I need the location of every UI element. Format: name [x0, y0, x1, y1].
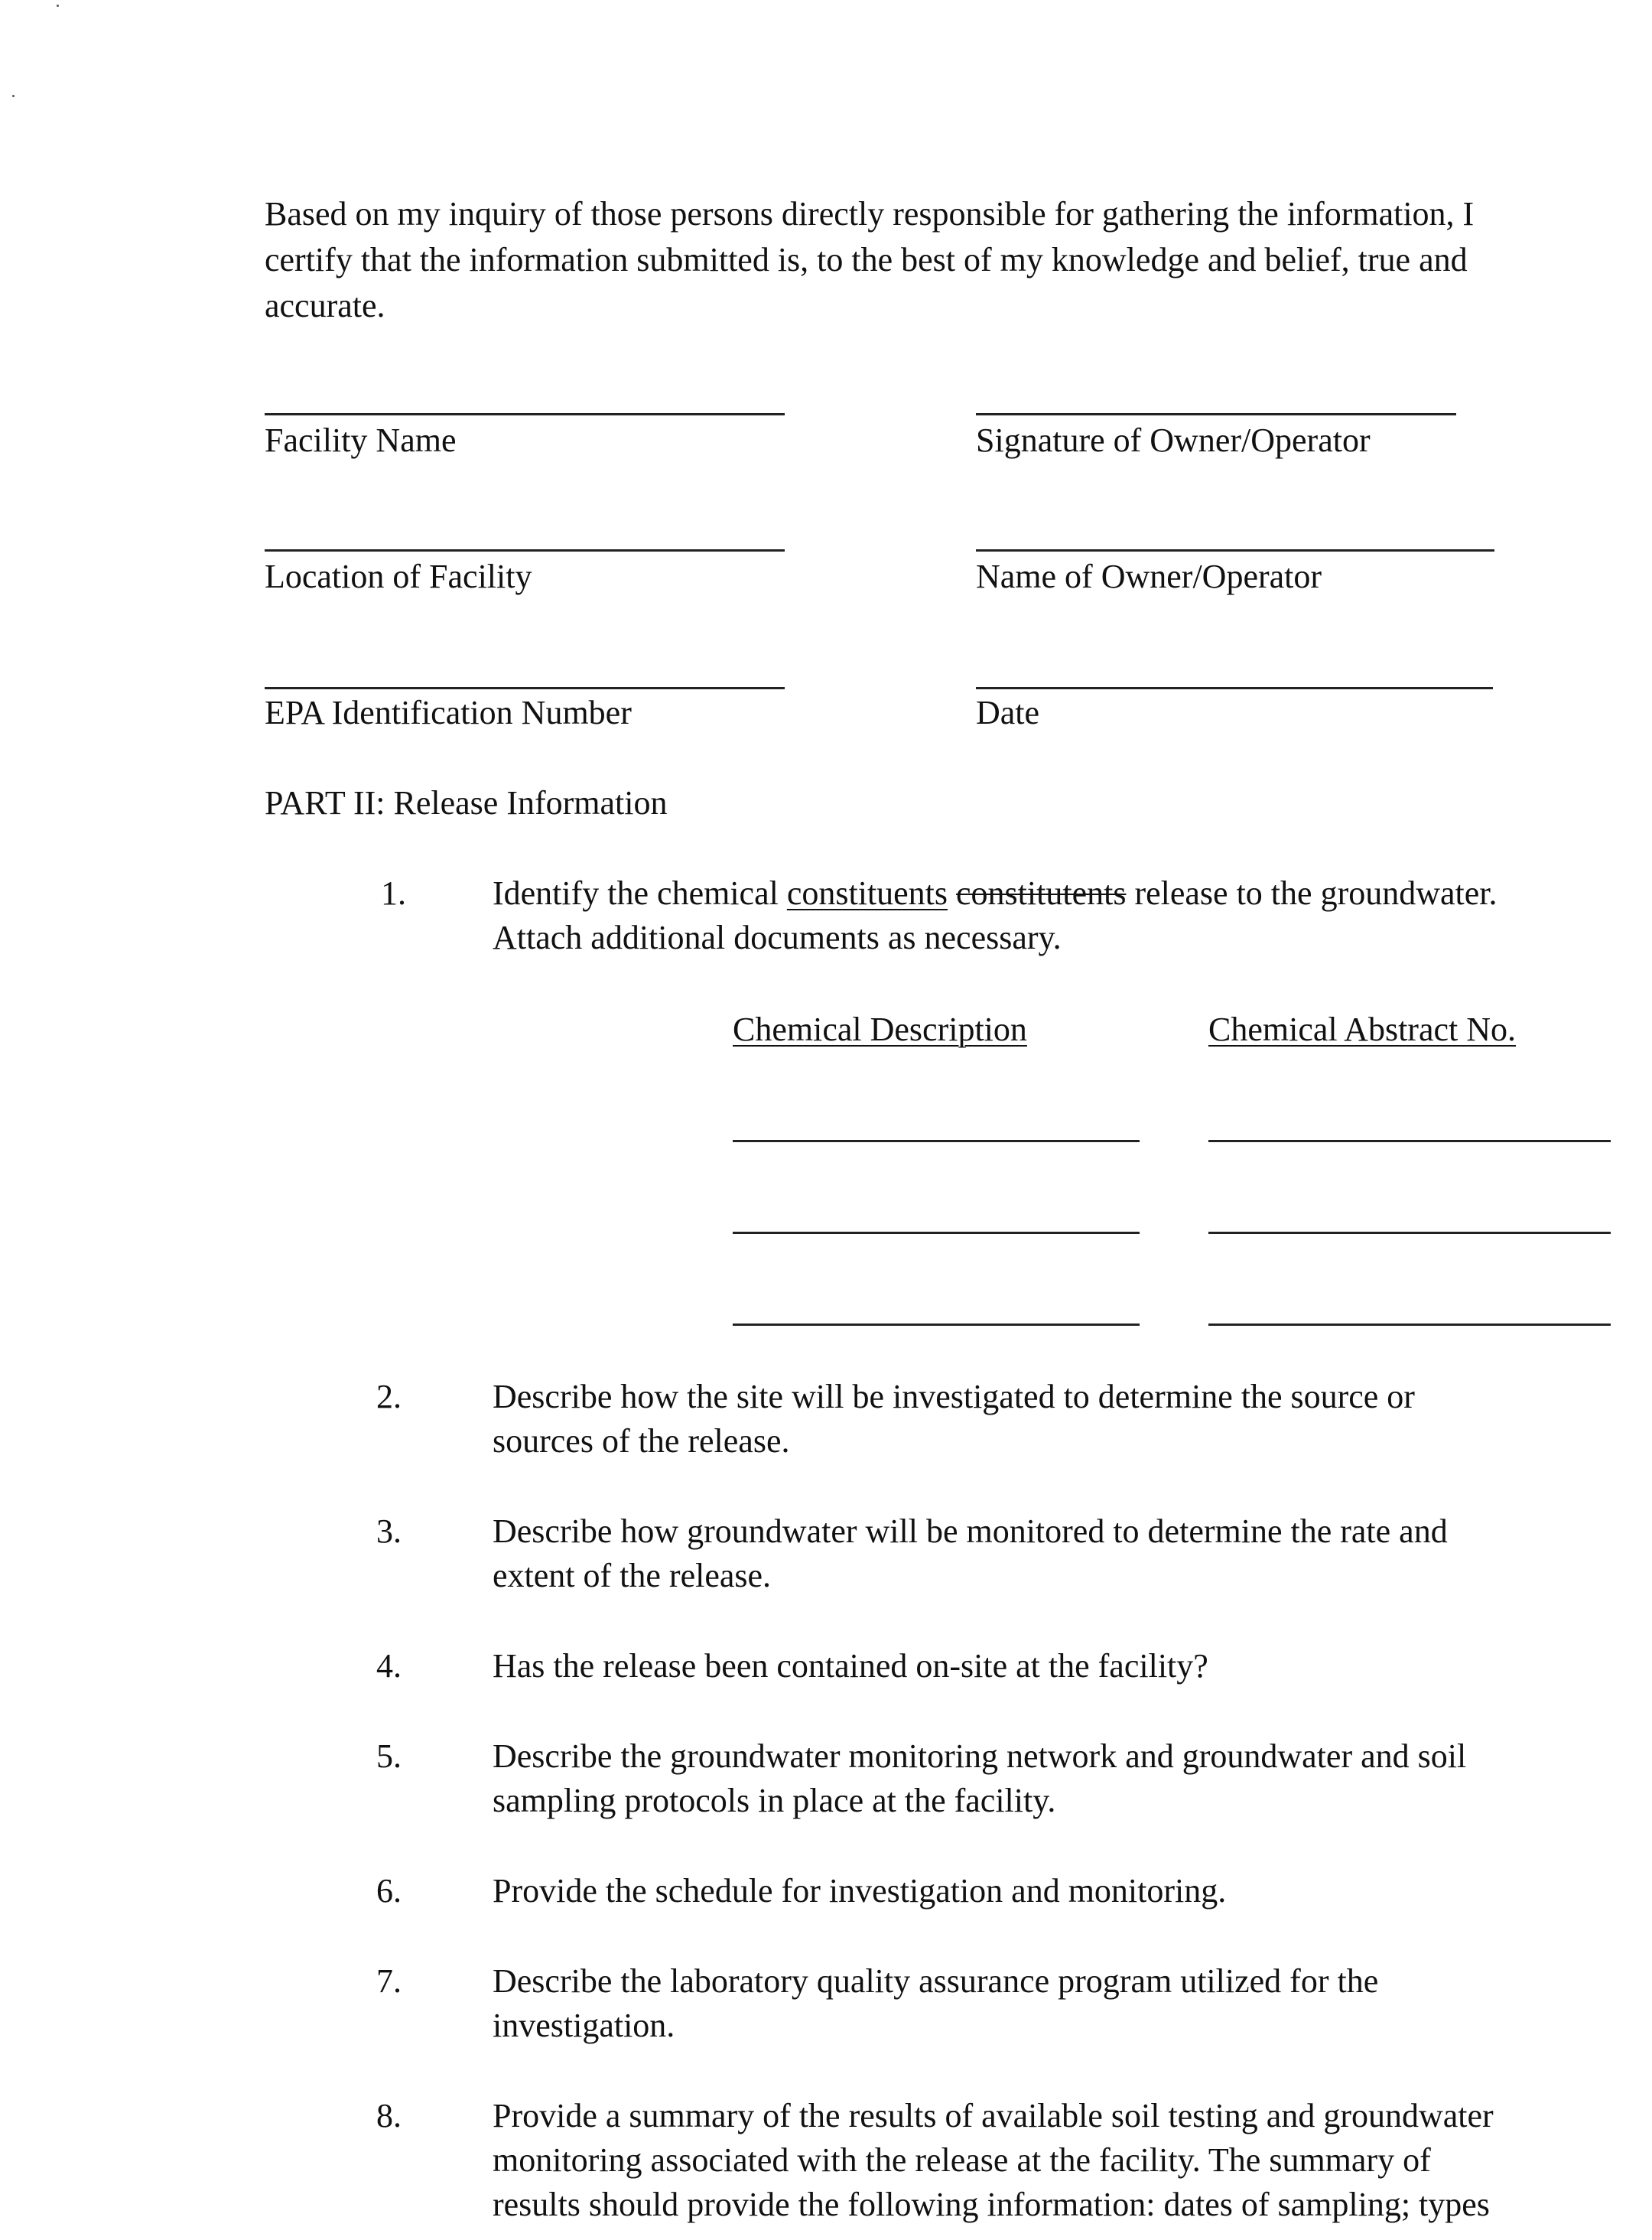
date-label: Date [976, 694, 1040, 731]
part-2-heading: PART II: Release Information [265, 784, 668, 822]
item-number: 7. [376, 1962, 402, 2000]
chemical-description-header: Chemical Description [733, 1011, 1027, 1048]
item-7-line-1: Describe the laboratory quality assurance program utilized for the [493, 1962, 1379, 2000]
epa-id-label: EPA Identification Number [265, 694, 632, 731]
chemical-abstract-entry-line[interactable] [1208, 1232, 1611, 1234]
epa-id-line[interactable] [265, 687, 785, 689]
item-2-line-2: sources of the release. [493, 1422, 790, 1460]
item-number: 6. [376, 1872, 402, 1910]
item-number: 2. [376, 1378, 402, 1415]
date-line[interactable] [976, 687, 1493, 689]
struck-text: constitutents [956, 874, 1127, 912]
chemical-abstract-entry-line[interactable] [1208, 1323, 1611, 1326]
item-number: 5. [376, 1737, 402, 1775]
item-5-line-1: Describe the groundwater monitoring network and groundwater and soil [493, 1737, 1467, 1775]
item-1-line-1 [493, 871, 1498, 917]
certification-line-1: Based on my inquiry of those persons directly responsible for gathering the information, I [265, 195, 1475, 233]
chemical-description-entry-line[interactable] [733, 1140, 1140, 1142]
item-7-line-2: investigation. [493, 2007, 675, 2044]
facility-name-line[interactable] [265, 413, 785, 415]
item-3-line-2: extent of the release. [493, 1557, 772, 1594]
chemical-description-entry-line[interactable] [733, 1232, 1140, 1234]
item-8-line-2: monitoring associated with the release at the facility. The summary of [493, 2141, 1431, 2179]
item-number: 1. [381, 874, 406, 912]
certification-line-3: accurate. [265, 287, 385, 324]
scan-speck [57, 5, 59, 7]
item-1-prefix: Identify the chemical [493, 874, 787, 912]
scan-speck [12, 95, 15, 97]
certification-line-2: certify that the information submitted is, to the best of my knowledge and belief, true and [265, 241, 1468, 278]
chemical-abstract-entry-line[interactable] [1208, 1140, 1611, 1142]
item-6-line-1: Provide the schedule for investigation and monitoring. [493, 1872, 1227, 1910]
item-5-line-2: sampling protocols in place at the facility. [493, 1782, 1056, 1819]
item-number: 8. [376, 2097, 402, 2134]
chemical-abstract-header: Chemical Abstract No. [1208, 1011, 1517, 1048]
item-1-suffix: release to the groundwater. [1126, 874, 1498, 912]
item-3-line-1: Describe how groundwater will be monitored to determine the rate and [493, 1512, 1448, 1550]
item-2-line-1: Describe how the site will be investigated to determine the source or [493, 1378, 1415, 1415]
item-8-line-1: Provide a summary of the results of available soil testing and groundwater [493, 2097, 1494, 2134]
location-line[interactable] [265, 549, 785, 552]
item-number: 4. [376, 1647, 402, 1685]
item-8-line-3: results should provide the following information: dates of sampling; types [493, 2186, 1490, 2223]
chemical-description-entry-line[interactable] [733, 1323, 1140, 1326]
signature-line[interactable] [976, 413, 1456, 415]
owner-name-label: Name of Owner/Operator [976, 558, 1322, 595]
item-4-line-1: Has the release been contained on-site at the facility? [493, 1647, 1208, 1685]
inserted-text: constituents [786, 874, 948, 912]
facility-name-label: Facility Name [265, 422, 457, 459]
item-1-line-2: Attach additional documents as necessary. [493, 919, 1062, 956]
location-label: Location of Facility [265, 558, 532, 595]
item-number: 3. [376, 1512, 402, 1550]
signature-label: Signature of Owner/Operator [976, 422, 1371, 459]
owner-name-line[interactable] [976, 549, 1494, 552]
